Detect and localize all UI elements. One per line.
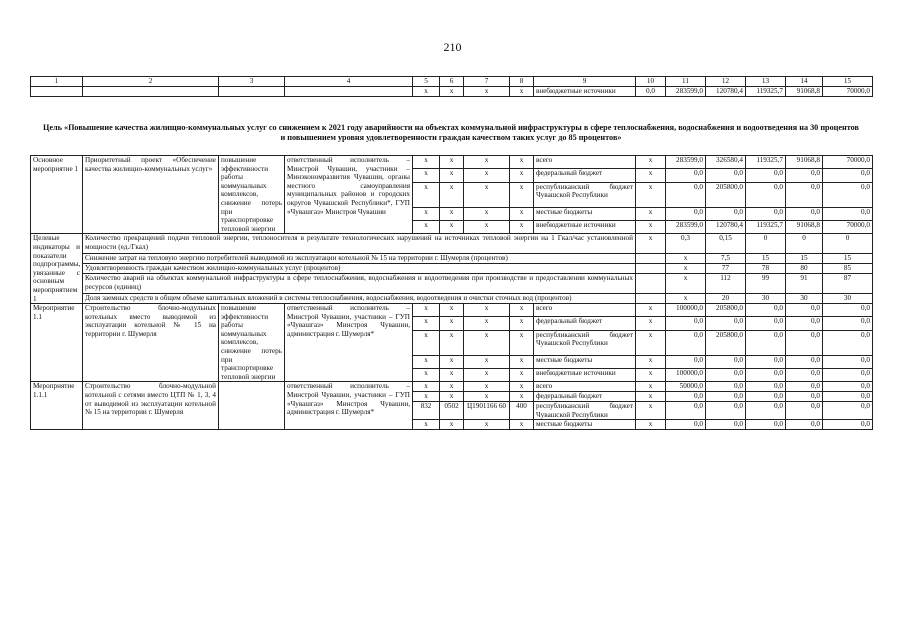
code-cell: Ц1901166 60 [464,402,510,420]
value-cell: 0,0 [786,317,823,330]
source-cell: республиканский бюджет Чувашской Республики [534,402,636,420]
code-cell: x [440,182,464,207]
value-cell: 0,0 [746,369,786,382]
event-goal-cell: повышение эффективности работы коммунальных комплексов, снижение потерь при транспортировке тепловой энергии [219,304,285,382]
code-cell: x [413,169,440,182]
code-cell: x [440,220,464,233]
source-cell: местные бюджеты [534,420,636,430]
cell: x [413,87,440,97]
code-cell: x [464,169,510,182]
cell: x [636,220,666,233]
cell: x [636,382,666,392]
value-cell: 0,0 [746,420,786,430]
value-cell: 70000,0 [823,87,873,97]
cell: x [510,87,534,97]
value-cell: 0 [786,234,823,253]
value-cell: 91068,8 [786,220,823,233]
value-cell: 0,0 [746,207,786,220]
event-executor-cell: ответственный исполнитель – Минстрой Чувашии, участники – ГУП «Чувашгаз» Минстроя Чувашии, администрация г. Шумерля* [285,304,413,382]
source-cell: внебюджетные источники [534,87,636,97]
table-header [30,76,873,97]
code-cell: x [510,382,534,392]
code-cell: x [464,317,510,330]
source-cell: всего [534,304,636,317]
value-cell: 0,0 [706,402,746,420]
value-cell: 0,0 [706,420,746,430]
value-cell: 0,0 [706,355,746,368]
code-cell: x [440,156,464,169]
value-cell: 0,15 [706,234,746,253]
code-cell: 400 [510,402,534,420]
value-cell: 0,0 [666,330,706,355]
code-cell: x [464,182,510,207]
code-cell: x [464,420,510,430]
value-cell: 0,0 [786,369,823,382]
value-cell: 50000,0 [666,382,706,392]
value-cell: 0,0 [746,402,786,420]
goal-heading: Цель «Повышение качества жилищно-коммунальных услуг со снижением к 2021 году аварийности на объектах коммунальной инфраструктуры в сфере теплоснабжения, водоснабжения и водоотведения на 30 процентов и повышением уровня удовлетворенности граждан качеством таких услуг до 85 процентов» [43,123,859,142]
source-cell: местные бюджеты [534,355,636,368]
value-cell: 99 [746,274,786,293]
code-cell: x [413,392,440,402]
value-cell: 112 [706,274,746,293]
value-cell: 30 [823,293,873,303]
code-cell: x [510,220,534,233]
value-cell: 0,0 [746,392,786,402]
value-cell: 0,0 [706,169,746,182]
value-cell: 0,0 [746,330,786,355]
value-cell: 0,0 [666,169,706,182]
indicator-text-cell: Количество аварий на объектах коммунальной инфраструктуры в сфере теплоснабжения, водоснабжения и водоотведения при производстве и предоставлении коммунальных ресурсов (единиц) [83,274,636,293]
value-cell: 0,0 [786,304,823,317]
column-number: 15 [823,77,873,87]
column-number: 14 [786,77,823,87]
cell: x [636,182,666,207]
cell: x [636,420,666,430]
code-cell: x [464,220,510,233]
value-cell: 78 [746,264,786,274]
event-goal-cell: повышение эффективности работы коммунальных комплексов, снижение потерь при транспортировке тепловой энергии [219,156,285,234]
cell: x [636,234,666,253]
column-number: 2 [83,77,219,87]
column-number: 4 [285,77,413,87]
code-cell: x [464,355,510,368]
cell [636,253,666,263]
event-name-cell: Приоритетный проект «Обеспечение качества жилищно-коммунальных услуг» [83,156,219,234]
value-cell: 0,0 [666,207,706,220]
event-kind-cell: Мероприятие 1.1.1 [31,382,83,430]
code-cell: x [413,220,440,233]
value-cell: 0,0 [786,182,823,207]
value-cell: 0,0 [666,355,706,368]
value-cell: 119325,7 [746,156,786,169]
value-cell: 0,0 [823,169,873,182]
value-cell: 0,0 [666,182,706,207]
value-cell: 0,0 [823,207,873,220]
column-number: 1 [31,77,83,87]
code-cell: x [440,304,464,317]
cell: x [636,402,666,420]
code-cell: 0502 [440,402,464,420]
value-cell: 0,0 [786,330,823,355]
code-cell: x [440,382,464,392]
code-cell: x [440,355,464,368]
event-kind-cell: Мероприятие 1.1 [31,304,83,382]
value-cell: 100000,0 [666,369,706,382]
code-cell: x [413,304,440,317]
value-cell: 0,0 [823,304,873,317]
value-cell: 30 [746,293,786,303]
column-number: 5 [413,77,440,87]
value-cell: 0,0 [823,369,873,382]
value-cell: 0,0 [823,382,873,392]
source-cell: федеральный бюджет [534,392,636,402]
code-cell: x [464,207,510,220]
code-cell: x [510,317,534,330]
value-cell: 0,0 [823,355,873,368]
code-cell: x [510,369,534,382]
value-cell: 0,0 [823,392,873,402]
code-cell: x [440,169,464,182]
code-cell: x [510,169,534,182]
value-cell: 85 [823,264,873,274]
source-cell: внебюджетные источники [534,369,636,382]
cell: 0,3 [666,234,706,253]
value-cell: 0,0 [823,317,873,330]
code-cell: x [464,369,510,382]
indicator-text-cell: Снижение затрат на тепловую энергию потребителей выводимой из эксплуатации котельной № 15 на территории г. Шумерля (процентов) [83,253,636,263]
value-cell: 0,0 [666,392,706,402]
value-cell: 91068,8 [786,156,823,169]
code-cell: x [440,392,464,402]
cell: 0,0 [636,87,666,97]
page-number: 210 [443,40,462,54]
column-number: 12 [706,77,746,87]
value-cell: 91 [786,274,823,293]
column-numbers-row [31,77,873,87]
cell [636,274,666,293]
cell: x [636,330,666,355]
value-cell: 87 [823,274,873,293]
event-kind-cell: Основное мероприятие 1 [31,156,83,234]
cell: x [636,392,666,402]
code-cell: x [510,156,534,169]
value-cell: 0,0 [786,392,823,402]
code-cell: x [464,382,510,392]
indicator-row [31,253,873,263]
value-cell: 205800,0 [706,182,746,207]
source-cell: федеральный бюджет [534,317,636,330]
value-cell: 0,0 [706,369,746,382]
value-cell: 15 [823,253,873,263]
cell: x [636,369,666,382]
code-cell: x [510,392,534,402]
value-cell: 0,0 [666,402,706,420]
code-cell: x [413,382,440,392]
value-cell: 0,0 [786,420,823,430]
value-cell: 0,0 [823,402,873,420]
value-cell: 0,0 [786,207,823,220]
code-cell: x [440,330,464,355]
code-cell: x [510,355,534,368]
code-cell: 832 [413,402,440,420]
value-cell: 205800,0 [706,304,746,317]
code-cell: x [464,156,510,169]
value-cell: 0,0 [746,304,786,317]
column-number: 9 [534,77,636,87]
value-cell: 0,0 [706,392,746,402]
event-name-cell: Строительство блочно-модульных котельных вместо выводимой из эксплуатации котельной № 15 на территории г. Шумерля [83,304,219,382]
code-cell: x [413,156,440,169]
cell: x [666,293,706,303]
code-cell: x [413,330,440,355]
cell: x [440,87,464,97]
value-cell: 70000,0 [823,156,873,169]
value-cell: 0,0 [746,355,786,368]
value-cell: 77 [706,264,746,274]
value-cell: 0,0 [786,169,823,182]
value-cell: 15 [746,253,786,263]
value-cell: 0,0 [666,317,706,330]
program-table [30,155,873,430]
code-cell: x [440,420,464,430]
value-cell: 205800,0 [706,330,746,355]
code-cell: x [413,182,440,207]
value-cell: 0,0 [706,317,746,330]
value-cell: 80 [786,264,823,274]
cell: x [666,274,706,293]
source-cell: всего [534,382,636,392]
value-cell: 20 [706,293,746,303]
code-cell: x [510,330,534,355]
code-cell: x [464,304,510,317]
code-cell: x [413,369,440,382]
value-cell: 0,0 [746,382,786,392]
value-cell: 0,0 [746,169,786,182]
column-number: 8 [510,77,534,87]
table-row [31,156,873,169]
indicator-text-cell: Доля заемных средств в общем объеме капитальных вложений в системы теплоснабжения, водоснабжения, водоотведения и очистки сточных вод (процентов) [83,293,636,303]
indicator-row [31,264,873,274]
table-row [31,304,873,317]
value-cell: 0,0 [823,420,873,430]
source-cell: местные бюджеты [534,207,636,220]
value-cell: 15 [786,253,823,263]
cell: x [636,207,666,220]
cell [636,293,666,303]
value-cell: 100000,0 [666,304,706,317]
column-number: 6 [440,77,464,87]
value-cell: 283599,0 [666,220,706,233]
value-cell: 70000,0 [823,220,873,233]
column-number: 11 [666,77,706,87]
indicator-text-cell: Удовлетворенность граждан качеством жилищно-коммунальных услуг (процентов) [83,264,636,274]
code-cell: x [413,420,440,430]
indicator-row [31,274,873,293]
value-cell: 30 [786,293,823,303]
cell [636,264,666,274]
value-cell: 0,0 [823,330,873,355]
value-cell: 120780,4 [706,87,746,97]
value-cell: 119325,7 [746,220,786,233]
value-cell: 0,0 [706,382,746,392]
value-cell: 0 [823,234,873,253]
indicator-row [31,234,873,253]
value-cell: 0,0 [823,182,873,207]
cell: x [636,304,666,317]
code-cell: x [510,420,534,430]
column-number: 13 [746,77,786,87]
cell: x [464,87,510,97]
code-cell: x [464,392,510,402]
table-row [31,382,873,392]
value-cell: 0,0 [666,420,706,430]
event-executor-cell: ответственный исполнитель – Минстрой Чувашии, участники – ГУП «Чувашгаз» Минстроя Чувашии, администрация г. Шумерля* [285,382,413,430]
source-cell: республиканский бюджет Чувашской Республики [534,182,636,207]
code-cell: x [413,207,440,220]
code-cell: x [464,330,510,355]
event-name-cell: Строительство блочно-модульной котельной с сетями вместо ЦТП № 1, 3, 4 от выводимой из эксплуатации котельной № 15 на территории г. Шумерля [83,382,219,430]
cell: x [636,317,666,330]
cell: x [636,169,666,182]
code-cell: x [440,207,464,220]
cell: x [636,156,666,169]
table-row [31,87,873,97]
value-cell: 7,5 [706,253,746,263]
event-executor-cell: ответственный исполнитель – Минстрой Чувашии, участники – Минэкономразвития Чувашии, органы местного самоуправления муниципальных районов и городских округов Чувашской Республики*, ГУП «Чувашгаз» Минстроя Чувашии [285,156,413,234]
source-cell: республиканский бюджет Чувашской Республики [534,330,636,355]
value-cell: 0,0 [746,182,786,207]
value-cell: 120780,4 [706,220,746,233]
cell: x [666,253,706,263]
value-cell: 283599,0 [666,87,706,97]
value-cell: 0,0 [786,355,823,368]
column-number: 10 [636,77,666,87]
value-cell: 0,0 [746,317,786,330]
value-cell: 0,0 [786,382,823,392]
source-cell: федеральный бюджет [534,169,636,182]
cell: x [636,355,666,368]
value-cell: 91068,8 [786,87,823,97]
code-cell: x [510,304,534,317]
column-number: 7 [464,77,510,87]
value-cell: 283599,0 [666,156,706,169]
source-cell: всего [534,156,636,169]
value-cell: 0,0 [786,402,823,420]
code-cell: x [510,207,534,220]
source-cell: внебюджетные источники [534,220,636,233]
indicator-text-cell: Количество прекращений подачи тепловой энергии, теплоносителя в результате технологических нарушений на источниках тепловой энергии на 1 Гкал/час установленной мощности (ед./Гкал) [83,234,636,253]
column-number: 3 [219,77,285,87]
code-cell: x [440,317,464,330]
code-cell: x [413,317,440,330]
value-cell: 0,0 [706,207,746,220]
value-cell: 119325,7 [746,87,786,97]
value-cell: 0 [746,234,786,253]
code-cell: x [440,369,464,382]
code-cell: x [413,355,440,368]
cell: x [666,264,706,274]
indicators-label-cell: Целевые индикаторы и показатели подпрограммы, увязанные с основным мероприятием 1 [31,234,83,304]
value-cell: 326580,4 [706,156,746,169]
code-cell: x [510,182,534,207]
indicator-row [31,293,873,303]
event-goal-cell [219,382,285,430]
